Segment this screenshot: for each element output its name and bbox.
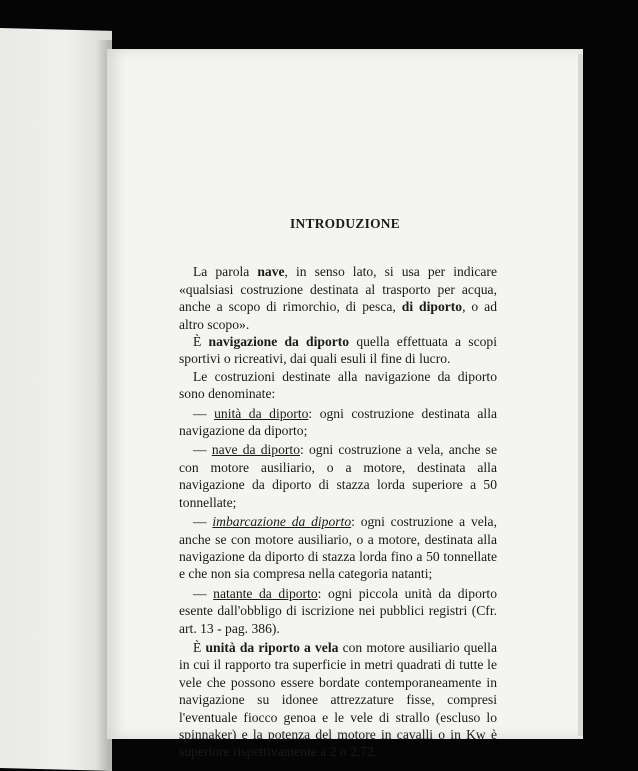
underlined-term: unità da diporto [214, 405, 309, 421]
text-run: — [193, 585, 214, 601]
text-run: : ogni piccola unità da diporto esente dall'obbligo di iscrizione nei pubblici registri (Cfr. art. 13 - pag. 386). [179, 585, 497, 636]
underlined-term: natante da diporto [213, 585, 318, 601]
text-run: : ogni costruzione destinata alla navigazione da diporto; [179, 405, 498, 439]
underlined-term: nave da diporto [211, 442, 301, 458]
bold-term: unità da riporto a vela [205, 639, 339, 655]
page-edge [578, 54, 583, 736]
text-run: — [193, 405, 215, 421]
bold-term: nave [257, 264, 285, 280]
bold-term: navigazione da diporto [208, 334, 350, 350]
paragraph [179, 333, 497, 368]
bold-term: di diporto [401, 299, 463, 315]
text-run: — [193, 442, 212, 458]
text-run: È [193, 334, 209, 350]
paragraph [179, 513, 497, 583]
text-run: : ogni costruzione a vela, anche se con motore ausiliario, o a motore, destinata alla navigazione da diporto di stazza lorda superiore a 50 tonnellate; [179, 442, 497, 510]
body-text [179, 263, 497, 760]
text-run: — [193, 514, 213, 530]
text-run: La parola [193, 264, 258, 280]
right-page [107, 49, 583, 760]
paragraph [179, 585, 497, 637]
text-run: Le costruzioni destinate alla navigazione da diporto sono denominate: [179, 368, 497, 402]
paragraph [179, 405, 497, 440]
text-run: , o ad altro scopo». [179, 299, 497, 332]
text-run: : ogni costruzione a vela, anche se con motore ausiliario, o a motore, destinata alla navigazione da diporto di stazza lorda fino a 50 tonnellate e che non sia compresa nella categoria natanti; [179, 514, 497, 582]
text-run: È [193, 639, 206, 655]
text-run: , in senso lato, si usa per indicare «qualsiasi costruzione destinata al trasporto per acqua, anche a scopo di rimorchio, di pesca, [179, 264, 497, 315]
paragraph [179, 368, 497, 403]
italic-term: imbarcazione da diporto [212, 514, 352, 530]
page-content [179, 215, 497, 761]
text-run: con motore ausiliario quella in cui il rapporto tra superficie in metri quadrati di tutte le vele che possono essere bordate contemporaneamente in navigazione su idonee attrezzature fisse, compresi l'eventuale fiocco genoa e le vele di strallo (escluso lo spinnaker) e la potenza del motore in cavalli o in Kw è superiore rispettivamente a 2 o 2,72. [179, 639, 497, 760]
paragraph [179, 441, 497, 511]
page-title: INTRODUZIONE [290, 216, 400, 231]
paragraph [179, 263, 497, 333]
paragraph [179, 639, 497, 761]
text-run: quella effettuata a scopi sportivi o ricreativi, dai quali esuli il fine di lucro. [179, 334, 498, 367]
